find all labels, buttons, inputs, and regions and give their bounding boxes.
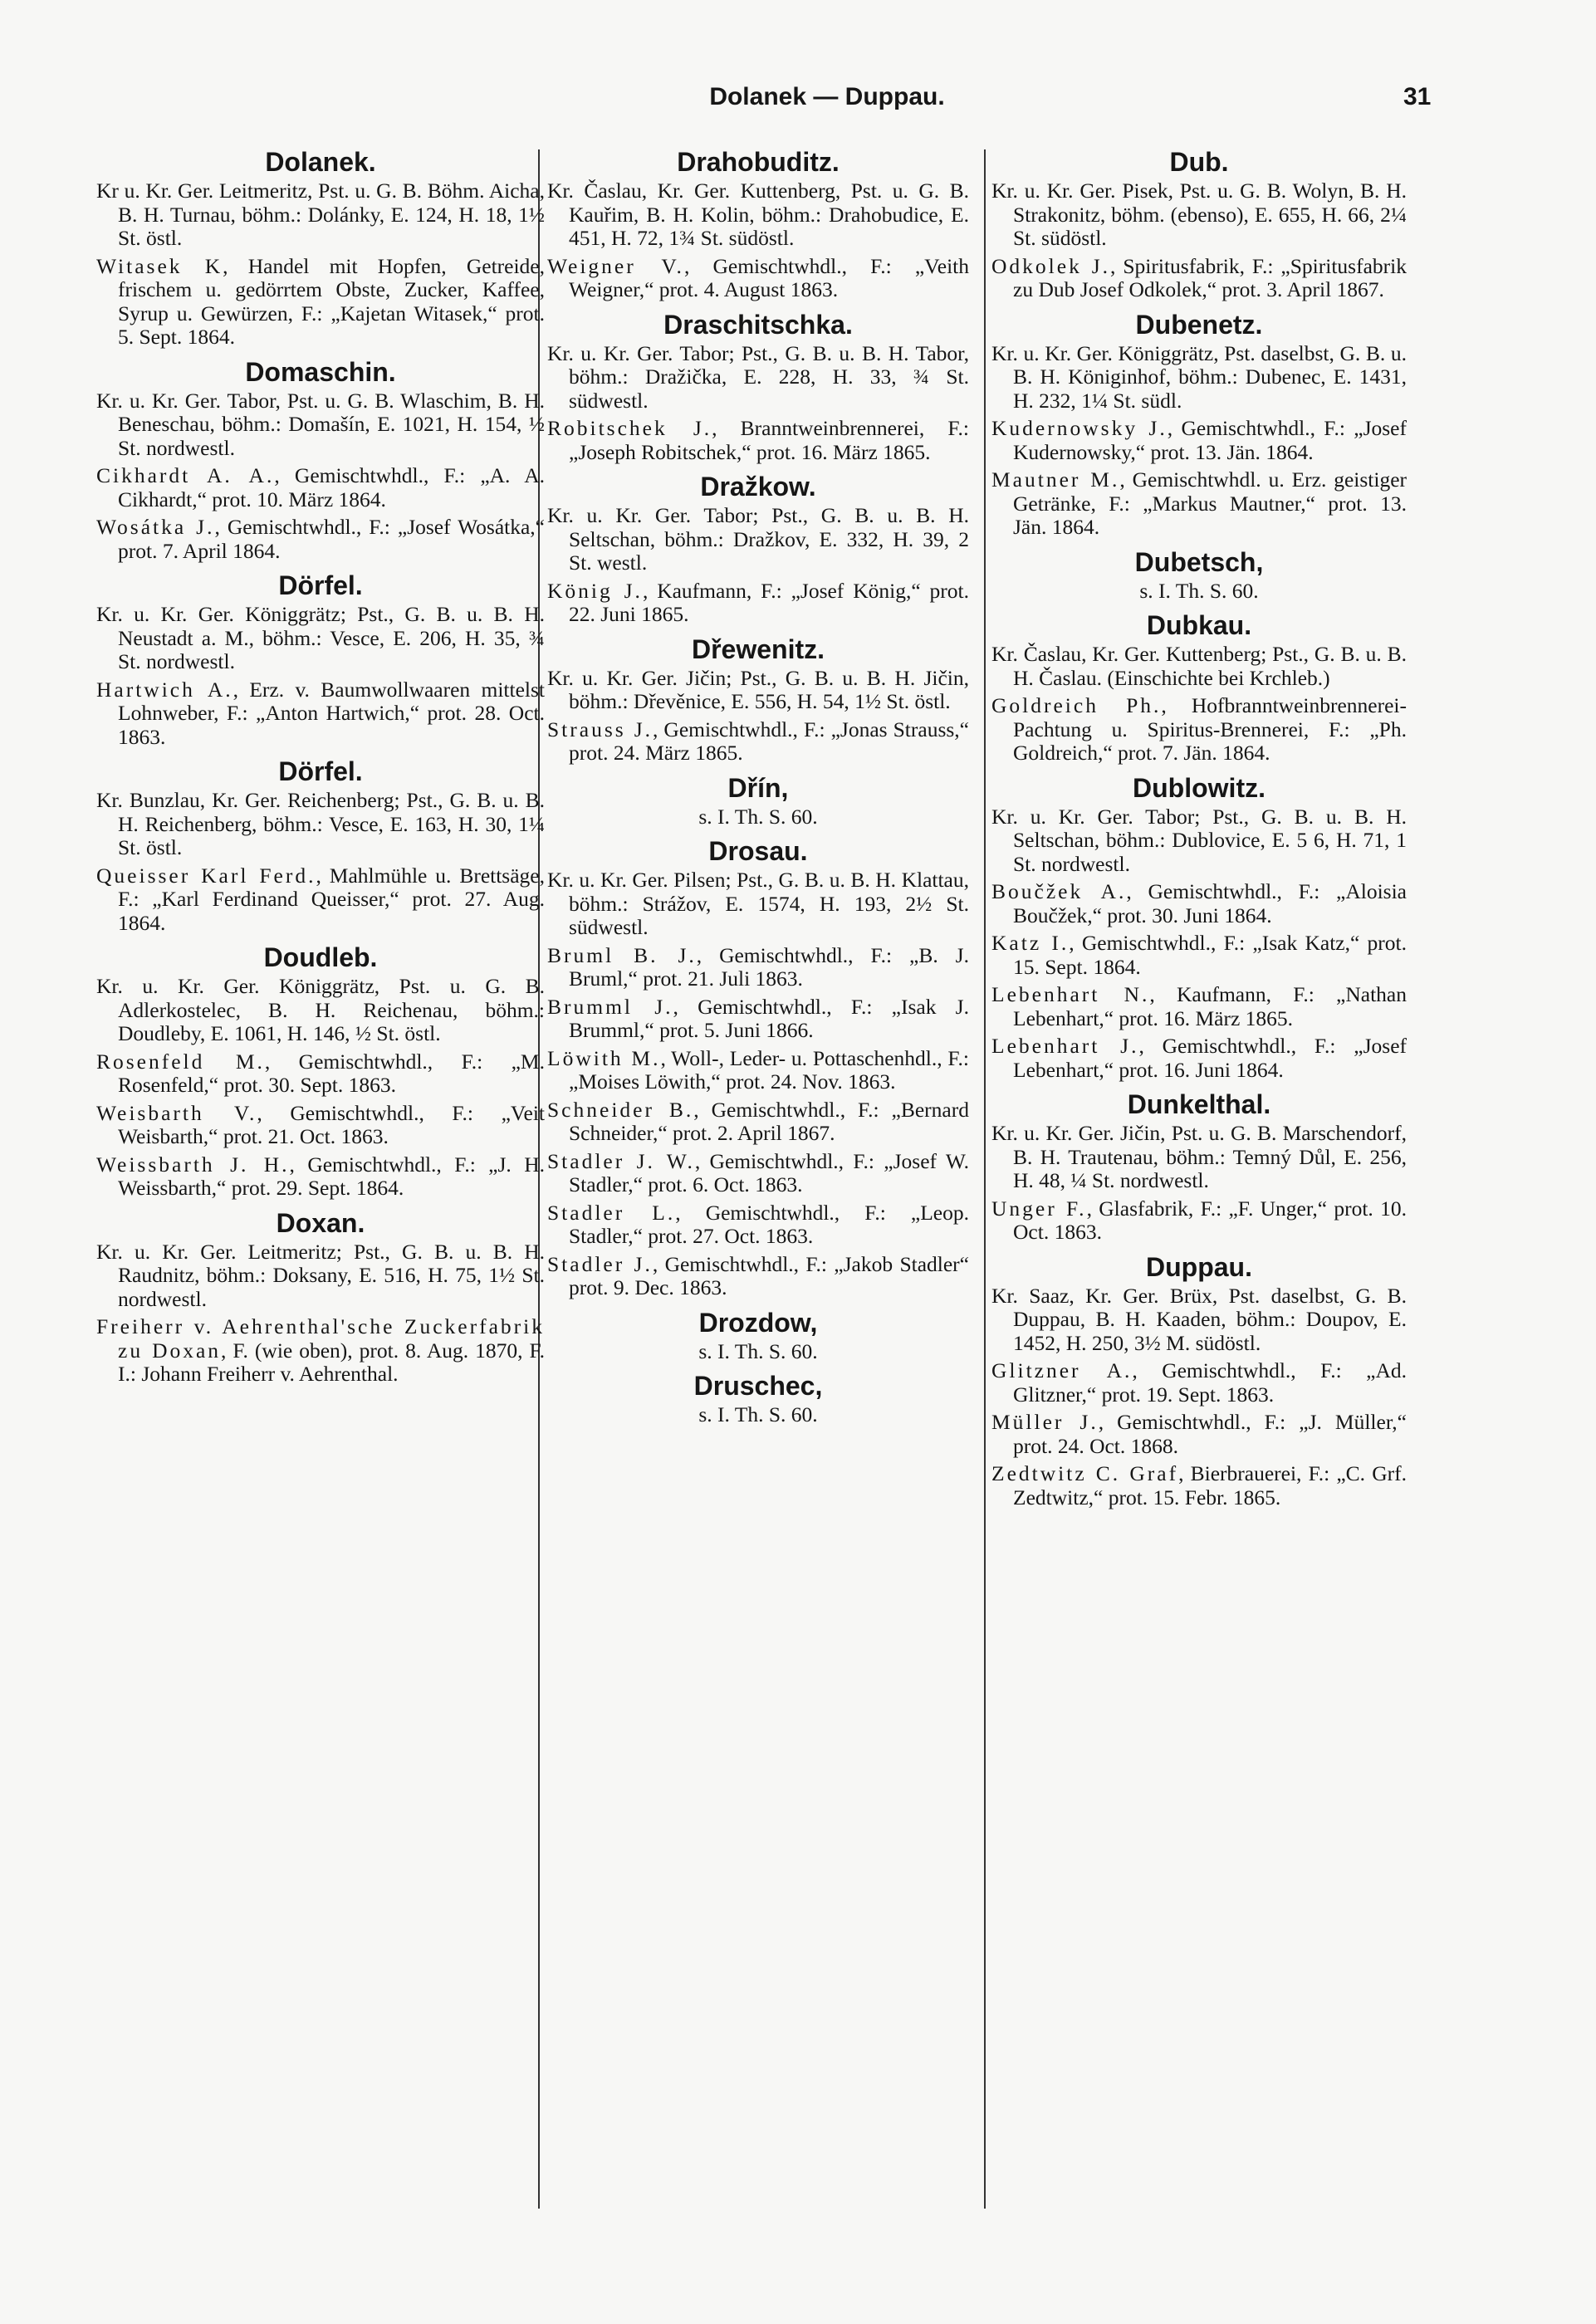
entry-name: Zedtwitz C. Graf (991, 1461, 1179, 1485)
place-heading: Domaschin. (245, 356, 396, 387)
location-entry (96, 789, 545, 860)
cross-reference: s. I. Th. S. 60. (698, 804, 818, 829)
place-heading: Doxan. (276, 1207, 365, 1238)
place-heading: Dörfel. (278, 756, 363, 786)
entry-text: , Gemischtwhdl., F.: „J. Müller,“ prot. 24. Oct. 1868. (1013, 1410, 1407, 1458)
place-heading: Drahobuditz. (677, 148, 840, 177)
business-entry (991, 1462, 1407, 1509)
entry-text: , Gemischtwhdl., F.: „Josef W. Stadler,“ prot. 6. Oct. 1863. (569, 1148, 969, 1196)
location-entry (547, 179, 969, 251)
place-heading: Dörfel. (278, 570, 363, 600)
entry-name: Queisser Karl Ferd. (96, 863, 316, 888)
entry-text: , Gemischtwhdl., F.: „Josef Wosátka,“ prot. 7. April 1864. (118, 515, 545, 563)
business-entry (991, 417, 1407, 464)
entry-text: Kr. u. Kr. Ger. Jičin, Pst. u. G. B. Marschendorf, B. H. Trautenau, böhm.: Temný Důl, E. 256, H. 48, ¼ St. nordwestl. (991, 1121, 1407, 1192)
entry-name: Glitzner A. (991, 1358, 1133, 1382)
column-3 (991, 148, 1407, 2207)
entry-text: Kr. u. Kr. Ger. Tabor; Pst., G. B. u. B. H. Seltschan, böhm.: Dražkov, E. 332, H. 39, 2 St. westl. (547, 503, 969, 575)
business-entry (991, 468, 1407, 540)
business-entry (991, 983, 1407, 1030)
entry-name: Brumml J. (547, 994, 673, 1019)
entry-text: , Spiritusfabrik, F.: „Spiritusfabrik zu Dub Josef Odkolek,“ prot. 3. April 1867. (1013, 253, 1407, 301)
business-entry (547, 944, 969, 991)
entry-text: , Gemischtwhdl., F.: „Ad. Glitzner,“ prot. 19. Sept. 1863. (1013, 1358, 1407, 1407)
entry-text: Kr. u. Kr. Ger. Königgrätz, Pst. daselbst, G. B. u. B. H. Königinhof, böhm.: Dubenec, E. 1431, H. 232, 1¼ St. südl. (991, 340, 1407, 413)
entry-text: Kr. u. Kr. Ger. Tabor, Pst. u. G. B. Wlaschim, B. H. Beneschau, böhm.: Domašín, E. 1021, H. 154, ½ St. nordwestl. (96, 388, 545, 460)
entry-name: Schneider B. (547, 1097, 694, 1122)
columns (96, 148, 1408, 2207)
location-entry (547, 504, 969, 575)
entry-text: , Gemischtwhdl., F.: „Veith Weigner,“ prot. 4. August 1863. (569, 253, 969, 301)
location-entry (991, 643, 1407, 690)
entry-name: Cikhardt A. A. (96, 463, 275, 487)
location-entry (96, 975, 545, 1046)
business-entry (991, 1035, 1407, 1082)
entry-name: Hartwich A. (96, 677, 233, 702)
entry-text: Kr. u. Kr. Ger. Pisek, Pst. u. G. B. Wolyn, B. H. Strakonitz, böhm. (ebenso), E. 655, H. 66, 2¼ St. südöstl. (991, 179, 1407, 250)
cross-reference: s. I. Th. S. 60. (698, 1338, 818, 1363)
place-heading: Dolanek. (265, 148, 376, 177)
entry-text: , Gemischtwhdl., F.: „Josef Kudernowsky,“ prot. 13. Jän. 1864. (1013, 416, 1407, 464)
place-heading: Dřewenitz. (691, 634, 825, 664)
column-1 (96, 148, 545, 2207)
entry-text: Kr u. Kr. Ger. Leitmeritz, Pst. u. G. B. Böhm. Aicha, B. H. Turnau, böhm.: Dolánky, E. 124, H. 18, 1½ St. östl. (96, 179, 545, 250)
location-entry (991, 342, 1407, 413)
entry-name: Stadler L. (547, 1200, 676, 1225)
entry-name: Weissbarth J. H. (96, 1152, 290, 1177)
location-entry (547, 667, 969, 714)
entry-text: , Gemischtwhdl., F.: „Aloisia Boučžek,“ prot. 30. Juni 1864. (1013, 879, 1407, 927)
entry-name: Bruml B. J. (547, 942, 697, 967)
entry-text: , Branntweinbrennerei, F.: „Joseph Robitschek,“ prot. 16. März 1865. (569, 416, 969, 464)
entry-text: Kr. u. Kr. Ger. Königgrätz; Pst., G. B. u. B. H. Neustadt a. M., böhm.: Vesce, E. 206, H. 35, ¾ St. nordwestl. (96, 602, 545, 673)
place-heading: Drosau. (708, 836, 808, 866)
entry-text: , Gemischtwhdl., F.: „Josef Lebenhart,“ prot. 16. Juni 1864. (1013, 1034, 1407, 1082)
entry-name: Freiherr v. Aehrenthal'sche Zuckerfabrik zu Doxan (96, 1314, 545, 1363)
place-heading: Duppau. (1146, 1251, 1252, 1282)
page-number: 31 (1403, 83, 1432, 110)
entry-name: Rosenfeld M. (96, 1049, 265, 1074)
entry-text: , Gemischtwhdl., F.: „Isak J. Brumml,“ prot. 5. Juni 1866. (569, 994, 969, 1042)
entry-text: , F. (wie oben), prot. 8. Aug. 1870, F. I.: Johann Freiherr v. Aehrenthal. (118, 1338, 545, 1386)
entry-text: , Gemischtwhdl., F.: „J. H. Weissbarth,“ prot. 29. Sept. 1864. (118, 1152, 545, 1200)
entry-text: Kr. Bunzlau, Kr. Ger. Reichenberg; Pst., G. B. u. B. H. Reichenberg, böhm.: Vesce, E. 163, H. 30, 1¼ St. östl. (96, 788, 545, 859)
place-heading: Doudleb. (263, 942, 378, 972)
business-entry (547, 1098, 969, 1146)
location-entry (96, 179, 545, 251)
entry-text: , Gemischtwhdl., F.: „Isak Katz,“ prot. 15. Sept. 1864. (1013, 931, 1407, 979)
business-entry (96, 255, 545, 350)
entry-text: , Hofbranntweinbrennerei-Pachtung u. Spiritus-Brennerei, F.: „Ph. Goldreich,“ prot. 7. Jän. 1864. (1013, 693, 1407, 765)
business-entry (991, 1197, 1407, 1245)
entry-name: Stadler J. (547, 1251, 653, 1276)
entry-text: , Gemischtwhdl., F.: „B. J. Bruml,“ prot. 21. Juli 1863. (569, 942, 969, 991)
entry-name: Lebenhart N. (991, 982, 1150, 1006)
place-heading: Dublowitz. (1133, 772, 1266, 803)
entry-text: , Mahlmühle u. Brettsäge, F.: „Karl Ferdinand Queisser,“ prot. 27. Aug. 1864. (118, 863, 545, 935)
place-heading: Dubkau. (1146, 610, 1252, 640)
entry-name: Mautner M. (991, 467, 1120, 492)
business-entry (991, 1411, 1407, 1458)
entry-name: Kudernowsky J. (991, 416, 1168, 440)
entry-name: Löwith M. (547, 1045, 661, 1070)
entry-text: , Kaufmann, F.: „Josef König,“ prot. 22. Juni 1865. (569, 578, 969, 626)
running-head-title: Dolanek — Duppau. (709, 83, 945, 110)
entry-text: , Gemischtwhdl., F.: „Jonas Strauss,“ prot. 24. März 1865. (569, 717, 969, 765)
business-entry (96, 1102, 545, 1149)
entry-text: Kr. Saaz, Kr. Ger. Brüx, Pst. daselbst, G. B. Duppau, B. H. Kaaden, böhm.: Doupov, E. 1452, H. 250, 3½ M. südöstl. (991, 1283, 1407, 1355)
entry-name: Goldreich Ph. (991, 693, 1162, 717)
location-entry (547, 868, 969, 940)
entry-name: Odkolek J. (991, 253, 1111, 278)
running-head (0, 83, 1596, 133)
entry-text: , Handel mit Hopfen, Getreide, frischem u. gedörrtem Obste, Zucker, Kaffee, Syrup u. Gewürzen, F.: „Kajetan Witasek,“ prot. 5. Sept. 1864. (118, 253, 545, 349)
entry-text: , Gemischtwhdl., F.: „A. A. Cikhardt,“ prot. 10. März 1864. (118, 463, 545, 511)
entry-name: Weisbarth V. (96, 1100, 257, 1125)
entry-text: , Gemischtwhdl., F.: „M. Rosenfeld,“ prot. 30. Sept. 1863. (118, 1049, 545, 1097)
location-entry (96, 389, 545, 461)
entry-text: Kr. u. Kr. Ger. Königgrätz, Pst. u. G. B. Adlerkostelec, B. H. Reichenau, böhm.: Doudleby, E. 1061, H. 146, ½ St. östl. (96, 974, 545, 1045)
entry-name: Boučžek A. (991, 879, 1127, 903)
entry-name: Weigner V. (547, 253, 684, 278)
entry-text: Kr. Časlau, Kr. Ger. Kuttenberg; Pst., G. B. u. B. H. Časlau. (Einschichte bei Krchleb.) (991, 642, 1407, 690)
business-entry (547, 718, 969, 766)
column-2 (547, 148, 969, 2207)
entry-text: , Woll-, Leder- u. Pottaschenhdl., F.: „Moises Löwith,“ prot. 24. Nov. 1863. (569, 1045, 969, 1094)
place-heading: Drozdow, (698, 1307, 818, 1338)
entry-text: , Gemischtwhdl. u. Erz. geistiger Getränke, F.: „Markus Mautner,“ prot. 13. Jän. 1864. (1013, 467, 1407, 539)
entry-name: Katz I. (991, 931, 1070, 955)
business-entry (991, 880, 1407, 927)
business-entry (547, 580, 969, 627)
place-heading: Draschitschka. (663, 309, 853, 340)
business-entry (547, 1047, 969, 1094)
entry-text: , Gemischtwhdl., F.: „Leop. Stadler,“ prot. 27. Oct. 1863. (569, 1200, 969, 1248)
business-entry (547, 417, 969, 464)
place-heading: Dřín, (727, 772, 789, 803)
entry-text: Kr. u. Kr. Ger. Jičin; Pst., G. B. u. B. H. Jičin, böhm.: Dřevěnice, E. 556, H. 54, 1½ St. östl. (547, 665, 969, 713)
place-heading: Dunkelthal. (1127, 1089, 1271, 1119)
entry-text: Kr. u. Kr. Ger. Tabor; Pst., G. B. u. B. H. Tabor, böhm.: Dražička, E. 228, H. 33, ¾ St. südwestl. (547, 340, 969, 413)
location-entry (991, 1284, 1407, 1356)
business-entry (547, 1253, 969, 1300)
business-entry (96, 1153, 545, 1201)
place-heading: Dubenetz. (1135, 309, 1263, 340)
business-entry (96, 864, 545, 936)
business-entry (96, 678, 545, 750)
entry-text: , Kaufmann, F.: „Nathan Lebenhart,“ prot. 16. März 1865. (1013, 982, 1407, 1030)
entry-text: , Gemischtwhdl., F.: „Veit Weisbarth,“ prot. 21. Oct. 1863. (118, 1100, 545, 1148)
business-entry (991, 932, 1407, 979)
entry-name: Witasek K (96, 253, 223, 278)
business-entry (96, 1315, 545, 1387)
location-entry (96, 1240, 545, 1312)
location-entry (547, 342, 969, 413)
place-heading: Dub. (1169, 148, 1229, 177)
entry-text: Kr. Časlau, Kr. Ger. Kuttenberg, Pst. u. G. B. Kauřim, B. H. Kolin, böhm.: Drahobudice, E. 451, H. 72, 1¾ St. südöstl. (547, 179, 969, 250)
cross-reference: s. I. Th. S. 60. (698, 1402, 818, 1426)
business-entry (96, 464, 545, 511)
entry-text: Kr. u. Kr. Ger. Tabor; Pst., G. B. u. B. H. Seltschan, böhm.: Dublovice, E. 5 6, H. 71, 1 St. nordwestl. (991, 804, 1407, 876)
place-heading: Druschec, (693, 1371, 823, 1401)
entry-name: König J. (547, 578, 643, 603)
business-entry (547, 1150, 969, 1197)
business-entry (96, 1050, 545, 1098)
place-heading: Dražkow. (700, 472, 816, 501)
entry-text: , Gemischtwhdl., F.: „Bernard Schneider,“ prot. 2. April 1867. (569, 1097, 969, 1145)
location-entry (96, 603, 545, 674)
entry-text: , Gemischtwhdl., F.: „Jakob Stadler“ prot. 9. Dec. 1863. (569, 1251, 969, 1299)
entry-name: Unger F. (991, 1196, 1087, 1221)
business-entry (991, 1359, 1407, 1407)
entry-name: Lebenhart J. (991, 1034, 1139, 1058)
business-entry (547, 255, 969, 302)
business-entry (547, 1201, 969, 1249)
entry-text: , Glasfabrik, F.: „F. Unger,“ prot. 10. Oct. 1863. (1013, 1196, 1407, 1244)
business-entry (991, 694, 1407, 766)
location-entry (991, 179, 1407, 251)
entry-name: Müller J. (991, 1410, 1099, 1434)
entry-text: Kr. u. Kr. Ger. Leitmeritz; Pst., G. B. u. B. H. Raudnitz, böhm.: Doksany, E. 516, H. 75, 1½ St. nordwestl. (96, 1239, 545, 1311)
entry-name: Wosátka J. (96, 515, 215, 539)
business-entry (991, 255, 1407, 302)
business-entry (547, 996, 969, 1043)
location-entry (991, 1122, 1407, 1193)
place-heading: Dubetsch, (1134, 546, 1264, 577)
entry-name: Strauss J. (547, 717, 654, 741)
business-entry (96, 516, 545, 563)
cross-reference: s. I. Th. S. 60. (1139, 578, 1259, 603)
entry-name: Stadler J. W. (547, 1148, 695, 1173)
entry-text: Kr. u. Kr. Ger. Pilsen; Pst., G. B. u. B. H. Klattau, böhm.: Strážov, E. 1574, H. 193, 2½ St. südwestl. (547, 868, 969, 939)
entry-text: , Bierbrauerei, F.: „C. Grf. Zedtwitz,“ prot. 15. Febr. 1865. (1013, 1461, 1407, 1509)
entry-text: , Erz. v. Baumwollwaaren mittelst Lohnweber, F.: „Anton Hartwich,“ prot. 28. Oct. 1863. (118, 677, 545, 749)
entry-name: Robitschek J. (547, 416, 712, 440)
location-entry (991, 805, 1407, 877)
